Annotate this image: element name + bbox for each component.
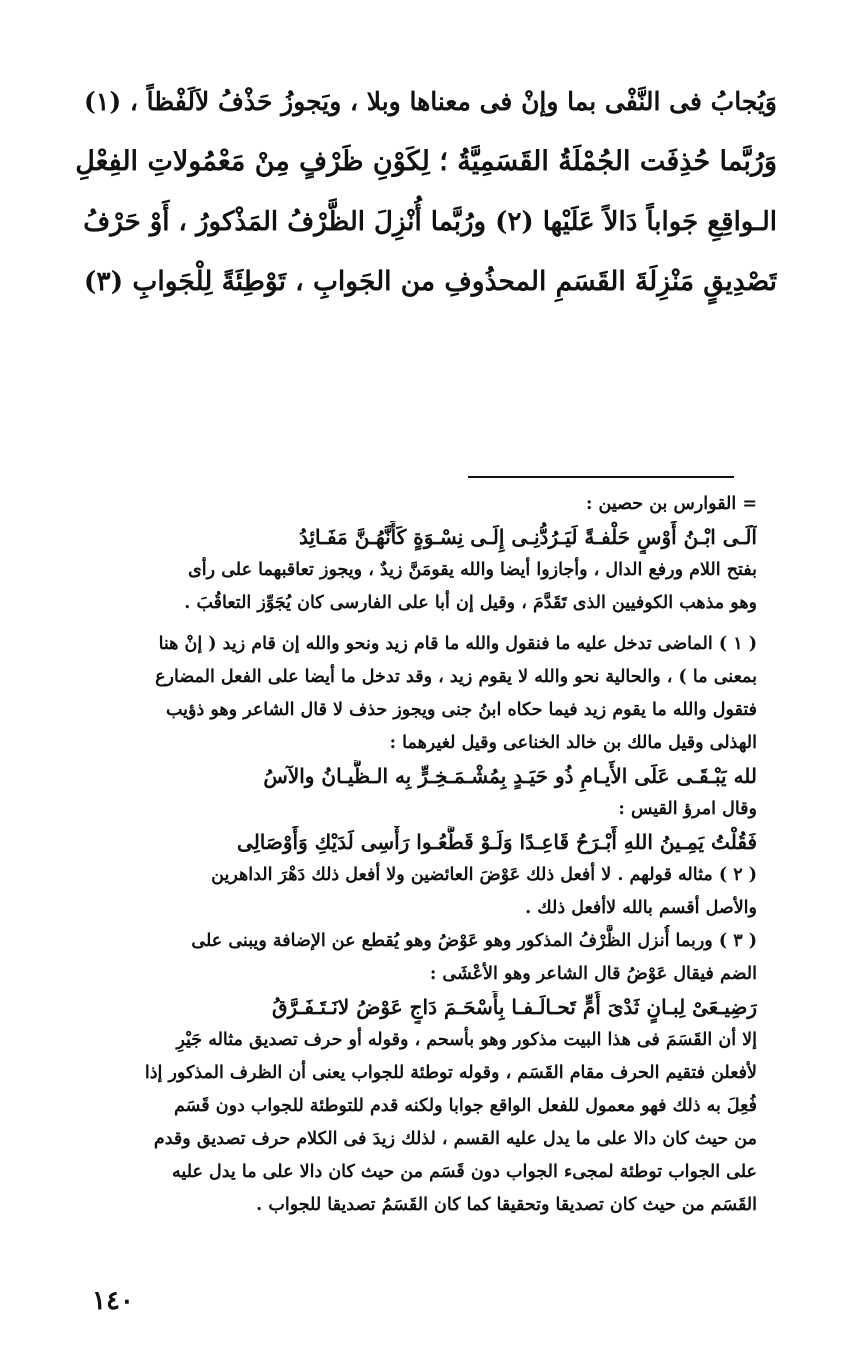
page-number: ١٤٠ <box>92 1286 134 1316</box>
main-text <box>74 72 777 312</box>
main-line: الـواقِعِ جَواباً دَالاً عَلَيْها (٢) ورُبَّما أُنْزِلَ الظَّرْفُ المَذْكورُ ، أَوْ حَرْفُ <box>83 207 777 237</box>
footnote-line: بفتح اللام ورفع الدال ، وأجازوا أيضا والله يقومَنَّ زيدٌ ، ويجوز تعاقبهما على رأى <box>188 560 757 580</box>
footnote-1: ( ١ ) الماضى تدخل عليه ما فنقول والله ما قام زيد ونحو والله إن قام زيد ( إنْ هنا <box>158 634 757 654</box>
verse-line: فَقُلْتُ يَمِـينُ اللهِ أَبْـرَحُ قَاعِـدًا وَلَـوْ قَطَّعُـوا رَأْسِى لَدَيْكِ وَأَوْصَالِى <box>237 830 757 854</box>
footnote-3: ( ٣ ) وربما أُنزل الظَّرْفُ المذكور وهو عَوْضُ وهو يُقطع عن الإضافة ويبنى على <box>191 931 757 951</box>
verse-line: رَضِيـعَىْ لِبـانٍ ثَدْىَ أُمٍّ تَحـالَـفـا بِأَسْحَـمَ دَاجٍ عَوْضُ لانَـتَـفَـرَّقُ <box>271 995 757 1019</box>
footnotes <box>92 488 757 1222</box>
footnote-separator <box>468 476 734 478</box>
footnote-line: فُعِلَ به ذلك فهو معمول للفعل الواقع جوابا ولكنه قدم للتوطئة للجواب دون قَسَم <box>174 1096 757 1116</box>
footnote-line: وهو مذهب الكوفيين الذى تَقَدَّمَ ، وقيل إن أبا على الفارسى كان يُجَوِّز التعاقُبَ . <box>184 593 757 613</box>
main-line: تَصْدِيقٍ مَنْزِلَةَ القَسَمِ المحذُوفِ من الجَوابِ ، تَوْطِئَةً لِلْجَوابِ (٣) <box>83 266 777 297</box>
main-line: وَرُبَّما حُذِفَت الجُمْلَةُ القَسَمِيَّةُ ؛ لِكَوْنِ ظَرْفٍ مِنْ مَعْمُولاتِ الفِعْلِ <box>75 146 777 177</box>
footnote-line: الضم فيقال عَوْضُ قال الشاعر وهو الأعْشَى : <box>429 964 757 984</box>
footnote-line: من حيث كان دالا على ما يدل عليه القسم ، لذلك زيدَ فى الكلام حرف تصديق وقدم <box>153 1129 757 1149</box>
footnote-line: والأصل أقسم بالله لاأفعل ذلك . <box>525 898 757 918</box>
footnote-line: على الجواب توطئة لمجىء الجواب دون قَسَم من حيث كان دالا على ما يدل عليه <box>172 1162 757 1182</box>
footnote-line: القَسَم من حيث كان تصديقا وتحقيقا كما كان القَسَمُ تصديقا للجواب . <box>256 1195 757 1215</box>
footnote-line: وقال امرؤ القيس : <box>618 799 757 819</box>
footnote-line: بمعنى ما ) ، والحالية نحو والله لا يقوم زيد ، وقد تدخل ما أيضا على الفعل المضارع <box>155 667 757 687</box>
verse-line: آلَـى ابْـنُ أَوْسٍ حَلْفـةً لَيَـرُدُّنِـى إِلَـى نِسْـوَةٍ كَأَنَّهُـنَّ مَفَـائِدُ <box>298 525 757 549</box>
main-line: وَيُجابُ فى النَّفْى بما وإنْ فى معناها وبلا ، ويَجوزُ حَذْفُ لاَلَفْظاً ، (١) <box>84 87 777 116</box>
footnote-line: إلا أن القَسَمَ فى هذا البيت مذكور وهو بأسحم ، وقوله أو حرف تصديق مثاله جَيْرِ <box>176 1030 757 1050</box>
footnote-line: = القوارس بن حصين : <box>585 494 757 514</box>
footnote-line: فتقول والله ما يقوم زيد فيما حكاه ابنُ جنى ويجوز حذف لا قال الشاعر وهو ذؤيب <box>166 700 757 720</box>
footnote-2: ( ٢ ) مثاله قولهم . لا أفعل ذلك عَوْضَ العائضين ولا أفعل ذلك دَهْرَ الداهرين <box>211 865 757 885</box>
verse-line: لله يَبْـقَـى عَلَى الأَيـامِ ذُو حَيَـدٍ بِمُشْـمَـخِـرٍّ بِه الـظَّيـانُ والآسُ <box>263 764 757 788</box>
footnote-line: لأفعلن فتقيم الحرف مقام القَسَم ، وقوله توطئة للجواب يعنى أن الظرف المذكور إذا <box>144 1063 757 1083</box>
footnote-line: الهذلى وقيل مالك بن خالد الخناعى وقيل لغيرهما : <box>389 733 757 753</box>
